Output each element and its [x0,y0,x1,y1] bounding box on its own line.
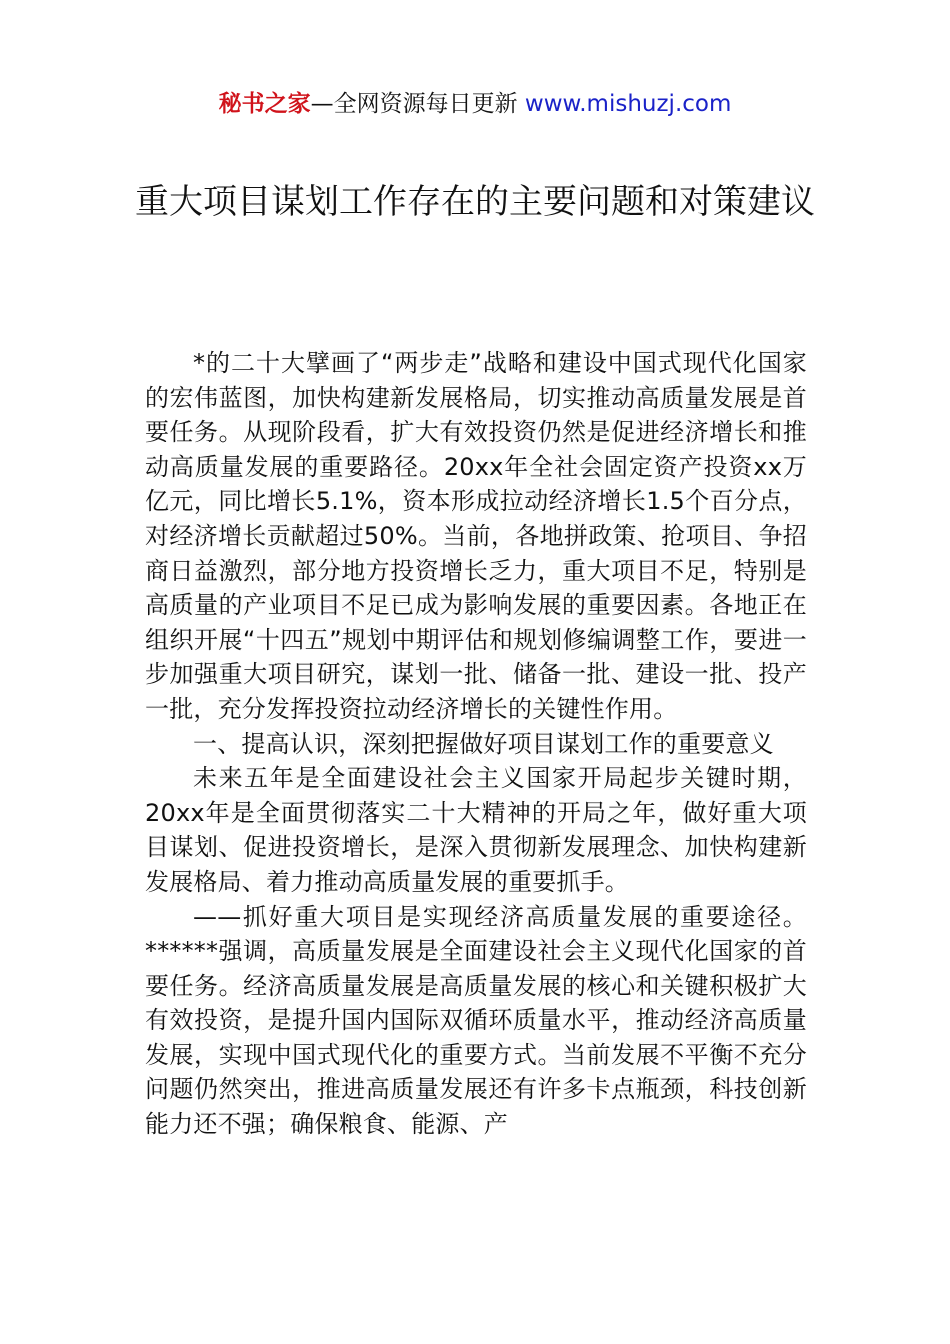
site-url-link[interactable]: www.mishuzj.com [524,91,732,117]
paragraph: *的二十大擘画了“两步走”战略和建设中国式现代化国家的宏伟蓝图，加快构建新发展格局，切实推动高质量发展是首要任务。从现阶段看，扩大有效投资仍然是促进经济增长和推动高质量发展的重要路径。20xx年全社会固定资产投资xx万亿元，同比增长5.1%，资本形成拉动经济增长1.5个百分点，对经济增长贡献超过50%。当前，各地拼政策、抢项目、争招商日益激烈，部分地方投资增长乏力，重大项目不足，特别是高质量的产业项目不足已成为影响发展的重要因素。各地正在组织开展“十四五”规划中期评估和规划修编调整工作，要进一步加强重大项目研究，谋划一批、储备一批、建设一批、投产一批，充分发挥投资拉动经济增长的关键性作用。 [145,349,807,723]
paragraph: 未来五年是全面建设社会主义国家开局起步关键时期，20xx年是全面贯彻落实二十大精神的开局之年，做好重大项目谋划、促进投资增长，是深入贯彻新发展理念、加快构建新发展格局、着力推动高质量发展的重要抓手。 [145,764,807,896]
site-header [0,88,950,120]
brand-name: 秘书之家 [218,91,311,117]
document-body [145,346,807,1142]
paragraph: ——抓好重大项目是实现经济高质量发展的重要途径。******强调，高质量发展是全面建设社会主义现代化国家的首要任务。经济高质量发展是高质量发展的核心和关键积极扩大有效投资，是提升国内国际双循环质量水平，推动经济高质量发展，实现中国式现代化的重要方式。当前发展不平衡不充分问题仍然突出，推进高质量发展还有许多卡点瓶颈，科技创新能力还不强；确保粮食、能源、产 [145,902,807,1139]
section-heading: 一、提高认识，深刻把握做好项目谋划工作的重要意义 [193,729,774,758]
header-tagline: —全网资源每日更新 [310,91,518,117]
document-title: 重大项目谋划工作存在的主要问题和对策建议 [135,182,815,222]
